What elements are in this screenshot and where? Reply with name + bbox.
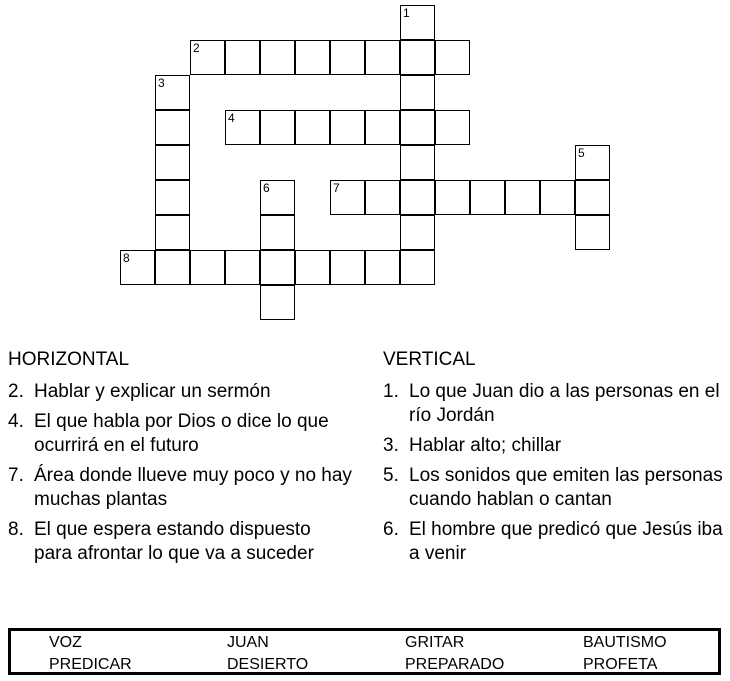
clue-number-label: 6	[263, 181, 270, 195]
crossword-cell[interactable]	[260, 250, 295, 285]
clue-down-6	[383, 518, 723, 566]
clue-number: 8.	[8, 519, 24, 540]
crossword-cell[interactable]	[190, 40, 225, 75]
crossword-cell[interactable]	[155, 75, 190, 110]
clue-down-5	[383, 464, 723, 512]
crossword-cell[interactable]	[400, 110, 435, 145]
crossword-cell[interactable]	[295, 40, 330, 75]
clue-across-4	[8, 410, 353, 458]
crossword-cell[interactable]	[155, 110, 190, 145]
crossword-cell[interactable]	[190, 250, 225, 285]
clue-across-2	[8, 380, 353, 404]
crossword-cell[interactable]	[330, 110, 365, 145]
clue-across-8	[8, 518, 353, 566]
clue-text: Los sonidos que emiten las personas cuando hablan o cantan	[409, 465, 723, 510]
crossword-cell[interactable]	[365, 110, 400, 145]
crossword-cell[interactable]	[435, 40, 470, 75]
word-bank-item: PREPARADO	[405, 656, 505, 673]
crossword-cell[interactable]	[400, 75, 435, 110]
clue-down-3	[383, 434, 723, 458]
crossword-cell[interactable]	[575, 180, 610, 215]
clue-number-label: 5	[578, 146, 585, 160]
vertical-clues	[383, 348, 723, 572]
horizontal-clues	[8, 348, 353, 572]
clue-number: 1.	[383, 381, 399, 402]
crossword-cell[interactable]	[260, 110, 295, 145]
clue-text: Área donde llueve muy poco y no hay muchas plantas	[34, 465, 352, 510]
clue-down-1	[383, 380, 723, 428]
clue-number: 5.	[383, 465, 399, 486]
word-bank-item: GRITAR	[405, 634, 465, 651]
crossword-cell[interactable]	[120, 250, 155, 285]
crossword-cell[interactable]	[155, 250, 190, 285]
word-bank-item: VOZ	[49, 634, 82, 651]
crossword-cell[interactable]	[505, 180, 540, 215]
crossword-cell[interactable]	[435, 110, 470, 145]
horizontal-heading: HORIZONTAL	[8, 349, 130, 370]
word-bank-item: PREDICAR	[49, 656, 132, 673]
clue-text: El hombre que predicó que Jesús iba a venir	[409, 519, 723, 564]
crossword-cell[interactable]	[225, 40, 260, 75]
clue-number-label: 4	[228, 111, 235, 125]
crossword-cell[interactable]	[365, 40, 400, 75]
crossword-cell[interactable]	[400, 250, 435, 285]
crossword-cell[interactable]	[260, 40, 295, 75]
clue-number-label: 3	[158, 76, 165, 90]
crossword-cell[interactable]	[400, 180, 435, 215]
crossword-cell[interactable]	[400, 215, 435, 250]
vertical-heading: VERTICAL	[383, 349, 476, 370]
word-bank-item: BAUTISMO	[583, 634, 667, 651]
crossword-cell[interactable]	[330, 180, 365, 215]
crossword-cell[interactable]	[400, 40, 435, 75]
crossword-cell[interactable]	[225, 110, 260, 145]
clue-text: El que habla por Dios o dice lo que ocurrirá en el futuro	[34, 411, 329, 456]
crossword-cell[interactable]	[295, 110, 330, 145]
crossword-grid	[0, 0, 730, 330]
clue-number-label: 8	[123, 251, 130, 265]
clue-text: El que espera estando dispuesto para afrontar lo que va a suceder	[34, 519, 314, 564]
word-bank-item: DESIERTO	[227, 656, 309, 673]
clue-number-label: 7	[333, 181, 340, 195]
clue-across-7	[8, 464, 353, 512]
clue-text: Lo que Juan dio a las personas en el río Jordán	[409, 381, 720, 426]
crossword-cell[interactable]	[330, 40, 365, 75]
clue-number: 4.	[8, 411, 24, 432]
crossword-cell[interactable]	[260, 285, 295, 320]
crossword-cell[interactable]	[260, 180, 295, 215]
crossword-cell[interactable]	[155, 145, 190, 180]
crossword-cell[interactable]	[365, 250, 400, 285]
crossword-cell[interactable]	[400, 145, 435, 180]
clue-number: 6.	[383, 519, 399, 540]
clue-number: 2.	[8, 381, 24, 402]
clue-number: 7.	[8, 465, 24, 486]
crossword-cell[interactable]	[470, 180, 505, 215]
crossword-cell[interactable]	[575, 215, 610, 250]
crossword-cell[interactable]	[155, 215, 190, 250]
clue-text: Hablar y explicar un sermón	[34, 381, 271, 402]
crossword-cell[interactable]	[540, 180, 575, 215]
clue-number-label: 2	[193, 41, 200, 55]
clue-number-label: 1	[403, 6, 410, 20]
crossword-cell[interactable]	[435, 180, 470, 215]
word-bank	[8, 628, 721, 675]
crossword-cell[interactable]	[575, 145, 610, 180]
word-bank-item: JUAN	[227, 634, 269, 651]
crossword-cell[interactable]	[225, 250, 260, 285]
crossword-cell[interactable]	[295, 250, 330, 285]
word-bank-item: PROFETA	[583, 656, 658, 673]
crossword-cell[interactable]	[260, 215, 295, 250]
clue-text: Hablar alto; chillar	[409, 435, 562, 456]
clue-number: 3.	[383, 435, 399, 456]
crossword-cell[interactable]	[400, 5, 435, 40]
crossword-cell[interactable]	[365, 180, 400, 215]
crossword-cell[interactable]	[155, 180, 190, 215]
crossword-cell[interactable]	[330, 250, 365, 285]
